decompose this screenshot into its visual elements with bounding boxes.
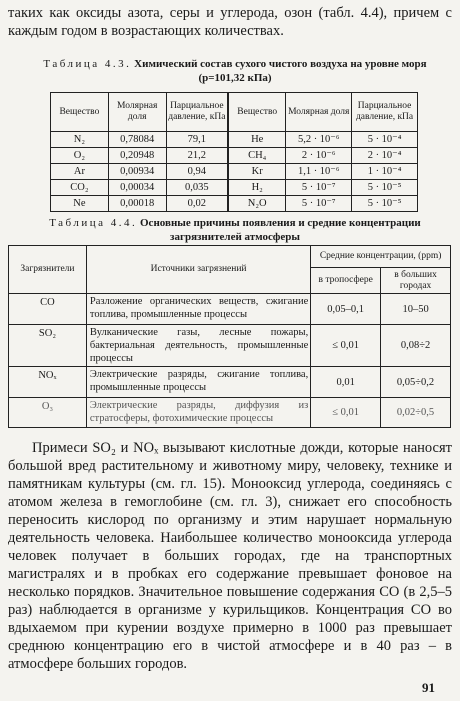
table44-pollutant: CO <box>9 294 87 325</box>
table43-cell: 0,00018 <box>108 196 166 212</box>
table43-cell: 79,1 <box>166 132 228 148</box>
table43-row <box>51 132 418 148</box>
table44-header-pollutant: Загрязнители <box>9 246 87 294</box>
table44-city-value: 0,05÷0,2 <box>381 367 451 398</box>
table43-cell: 5 · 10⁻⁴ <box>352 132 418 148</box>
table43-header-cell: Молярная доля <box>286 93 352 132</box>
table44-source: Разложение органических веществ, сжигание топлива, промышленные процессы <box>86 294 310 325</box>
table43-cell: He <box>228 132 286 148</box>
body-paragraph: Примеси SO₂ и NOₓ вызывают кислотные дожди, которые наносят большой вред растительному и животному миру, человеку, технике и памятникам культуры (см. гл. 15). Монооксид углерода, соединяясь с атомом железа в гемоглобине (см. гл. 3), снижает его способность переносить кислород по организму и этим нарушает нормальную деятельность человека. Наибольшее количество монооксида углерода человек получает в больших городах, где на транспортных магистралях и в пробках его содержание превышает фоновое на несколько порядков. Значительное повышение содержания CO (в 2,5–5 раз) наблюдается в организме у курильщиков. Концентрация CO во вдыхаемом при курении воздухе примерно в 1000 раз превышает среднюю концентрацию его в чистой атмосфере и в 40 раз – в атмосфере больших городов. <box>8 440 452 672</box>
table43-row <box>51 164 418 180</box>
table44-troposphere-value: ≤ 0,01 <box>311 325 381 367</box>
table44-header-concentration: Средние концентрации, (ppm) <box>311 246 451 268</box>
table43-header-cell: Парциальное давление, кПа <box>166 93 228 132</box>
table43-cell: 5 · 10⁻⁷ <box>286 196 352 212</box>
table43-cell: 5 · 10⁻⁵ <box>352 180 418 196</box>
table44-header-row <box>9 246 451 268</box>
table43-cell: H₂ <box>228 180 286 196</box>
table43-cell: CH₄ <box>228 148 286 164</box>
table43-header-row <box>51 93 418 132</box>
table44-city-value: 0,08÷2 <box>381 325 451 367</box>
table43-cell: Kr <box>228 164 286 180</box>
table43-cell: 0,035 <box>166 180 228 196</box>
table43-cell: 5,2 · 10⁻⁶ <box>286 132 352 148</box>
table43-cell: 0,00034 <box>108 180 166 196</box>
table44-city-value: 0,02÷0,5 <box>381 398 451 428</box>
table43-cell: 0,00934 <box>108 164 166 180</box>
table43-header-cell: Парциальное давление, кПа <box>352 93 418 132</box>
table44-row <box>9 325 451 367</box>
table44 <box>8 245 451 428</box>
table43-cell: 1,1 · 10⁻⁶ <box>286 164 352 180</box>
table44-header-cities: в больших городах <box>381 268 451 294</box>
table44-row <box>9 294 451 325</box>
table44-city-value: 10–50 <box>381 294 451 325</box>
table43-cell: 0,02 <box>166 196 228 212</box>
table43-cell: Ar <box>51 164 109 180</box>
table43-cell: 21,2 <box>166 148 228 164</box>
table43-caption-label: Таблица 4.3. <box>43 58 132 70</box>
table44-pollutant: SO₂ <box>9 325 87 367</box>
table44-header-troposphere: в тропосфере <box>311 268 381 294</box>
intro-paragraph: таких как оксиды азота, серы и углерода, озон (табл. 4.4), причем с каждым годом в возрастающих количествах. <box>8 5 452 39</box>
table44-source: Электрические разряды, диффузия из стратосферы, фотохимические процессы <box>86 398 310 428</box>
table43-cell: Ne <box>51 196 109 212</box>
table44-troposphere-value: 0,05–0,1 <box>311 294 381 325</box>
table43-cell: N₂O <box>228 196 286 212</box>
table44-pollutant: O₃ <box>9 398 87 428</box>
table44-troposphere-value: ≤ 0,01 <box>311 398 381 428</box>
table43-cell: 5 · 10⁻⁵ <box>352 196 418 212</box>
table43-row <box>51 196 418 212</box>
table43-cell: 0,94 <box>166 164 228 180</box>
table43-header-cell: Молярная доля <box>108 93 166 132</box>
table43-cell: 0,20948 <box>108 148 166 164</box>
table43-cell: 1 · 10⁻⁴ <box>352 164 418 180</box>
table43-cell: CO₂ <box>51 180 109 196</box>
page-number: 91 <box>422 680 435 695</box>
table44-pollutant: NOₓ <box>9 367 87 398</box>
table44-row <box>9 398 451 428</box>
table44-row <box>9 367 451 398</box>
table44-source: Вулканические газы, лесные пожары, бактериальная деятельность, промышленные процессы <box>86 325 310 367</box>
table43-cell: 2 · 10⁻⁶ <box>286 148 352 164</box>
table43-caption-pressure: (p=101,32 кПа) <box>198 72 272 84</box>
table43-cell: 2 · 10⁻⁴ <box>352 148 418 164</box>
table44-source: Электрические разряды, сжигание топлива, промышленные процессы <box>86 367 310 398</box>
table44-caption <box>30 216 440 244</box>
table43-row <box>51 148 418 164</box>
table44-caption-title: Основные причины появления и средние концентрации загрязнителей атмосферы <box>140 217 421 243</box>
table43-caption-title: Химический состав сухого чистого воздуха на уровне моря <box>134 58 427 70</box>
table43-cell: 0,78084 <box>108 132 166 148</box>
table43-cell: O₂ <box>51 148 109 164</box>
table44-troposphere-value: 0,01 <box>311 367 381 398</box>
table43-header-cell: Вещество <box>51 93 109 132</box>
table43-header-cell: Вещество <box>228 93 286 132</box>
table44-caption-label: Таблица 4.4. <box>49 217 138 229</box>
table43-row <box>51 180 418 196</box>
table44-header-sources: Источники загрязнений <box>86 246 310 294</box>
table43 <box>50 92 418 212</box>
table43-cell: N₂ <box>51 132 109 148</box>
table43-caption <box>30 57 440 85</box>
table43-cell: 5 · 10⁻⁷ <box>286 180 352 196</box>
